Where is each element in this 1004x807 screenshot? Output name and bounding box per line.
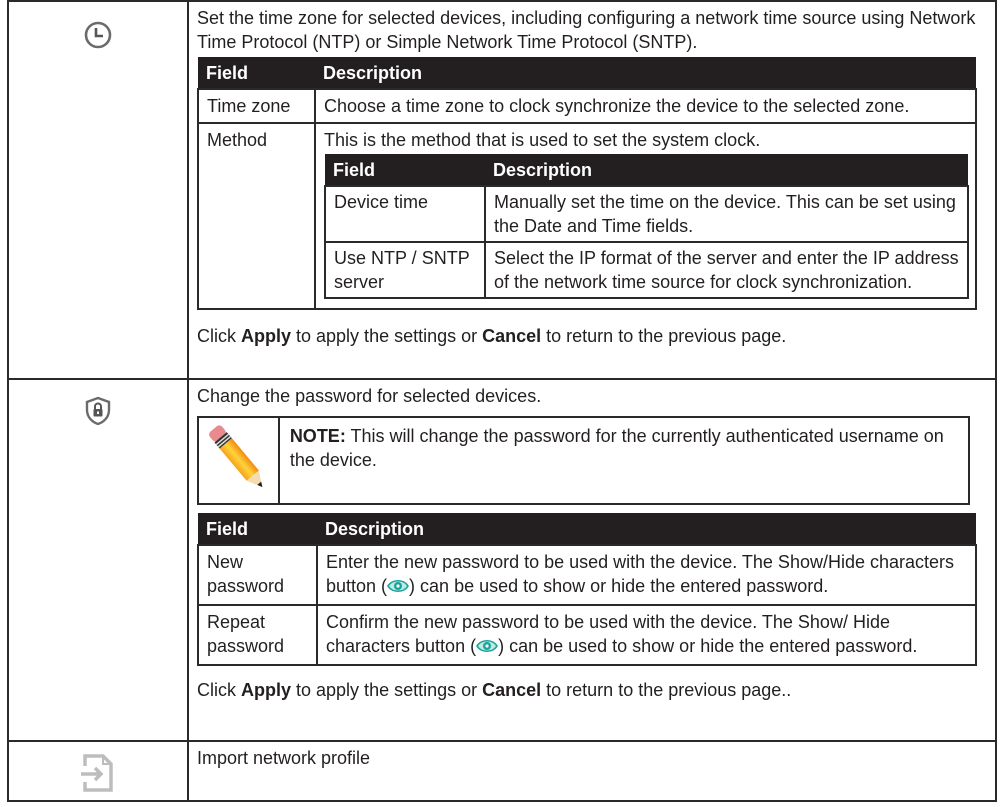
table-row: [198, 605, 976, 665]
field-description: [317, 545, 976, 605]
icon-cell: [7, 2, 189, 378]
column-header-field: Field: [198, 57, 315, 89]
content-cell: [189, 380, 997, 740]
clock-icon: [83, 20, 113, 56]
import-file-icon: [79, 752, 117, 800]
option-name: Use NTP / SNTP server: [325, 242, 485, 298]
text: Confirm the new password to be used with the device. The Show/ Hide characters button (: [326, 612, 890, 656]
column-header-description: Description: [317, 513, 976, 545]
apply-label: Apply: [241, 326, 292, 346]
option-name: Device time: [325, 186, 485, 242]
icon-cell: [7, 380, 189, 740]
table-row: [325, 242, 968, 298]
field-description: [317, 605, 976, 665]
text: to apply the settings or: [291, 326, 483, 346]
column-header-description: Description: [315, 57, 976, 89]
eye-icon: [387, 576, 409, 600]
text: Click: [197, 326, 241, 346]
table-row: [198, 123, 976, 309]
column-header-field: Field: [325, 154, 485, 186]
method-options-table: [324, 154, 969, 299]
note-text: [280, 418, 968, 503]
text: to apply the settings or: [291, 680, 483, 700]
text: ) can be used to show or hide the entered password.: [409, 576, 829, 596]
column-header-field: Field: [198, 513, 317, 545]
option-description: Select the IP format of the server and enter the IP address of the network time source for clock synchronization.: [485, 242, 968, 298]
feature-row-time: [7, 0, 997, 380]
field-name: New password: [198, 545, 317, 605]
option-description: Manually set the time on the device. This can be set using the Date and Time fields.: [485, 186, 968, 242]
table-row: [325, 186, 968, 242]
icon-cell: [7, 742, 189, 800]
field-description: Choose a time zone to clock synchronize the device to the selected zone.: [315, 89, 976, 123]
shield-lock-icon: [83, 395, 113, 433]
text: to return to the previous page.: [541, 326, 787, 346]
note-body: This will change the password for the currently authenticated username on the device.: [289, 426, 944, 470]
text: ) can be used to show or hide the entered password.: [498, 636, 918, 656]
cancel-label: Cancel: [482, 680, 542, 700]
note-icon-cell: [199, 418, 280, 503]
pencil-icon: [203, 418, 273, 504]
apply-instruction: [197, 678, 987, 702]
feature-table: [7, 0, 997, 802]
text: Click: [197, 680, 241, 700]
feature-row-import: [7, 742, 997, 802]
eye-icon: [476, 636, 498, 660]
field-table-time: [197, 57, 977, 310]
row-intro: Change the password for selected devices.: [197, 386, 542, 406]
table-row: [198, 89, 976, 123]
note-box: [197, 416, 970, 505]
text: Enter the new password to be used with the device. The Show/Hide characters button (: [326, 552, 955, 596]
row-intro: Set the time zone for selected devices, including configuring a network time source using Network Time Protocol (NTP) or Simple Network Time Protocol (SNTP).: [197, 8, 976, 52]
field-description: This is the method that is used to set the system clock.: [324, 130, 761, 150]
field-table-password: [197, 513, 977, 666]
feature-row-password: [7, 380, 997, 742]
apply-label: Apply: [241, 680, 292, 700]
table-row: [198, 545, 976, 605]
note-label: NOTE:: [289, 426, 346, 446]
row-intro: Import network profile: [197, 748, 371, 768]
column-header-description: Description: [485, 154, 968, 186]
field-name: Method: [198, 123, 315, 309]
apply-instruction: [197, 324, 987, 348]
content-cell: [189, 742, 997, 800]
text: to return to the previous page..: [541, 680, 792, 700]
cancel-label: Cancel: [482, 326, 542, 346]
field-description-cell: [315, 123, 976, 309]
field-name: Repeat password: [198, 605, 317, 665]
field-name: Time zone: [198, 89, 315, 123]
content-cell: [189, 2, 997, 378]
